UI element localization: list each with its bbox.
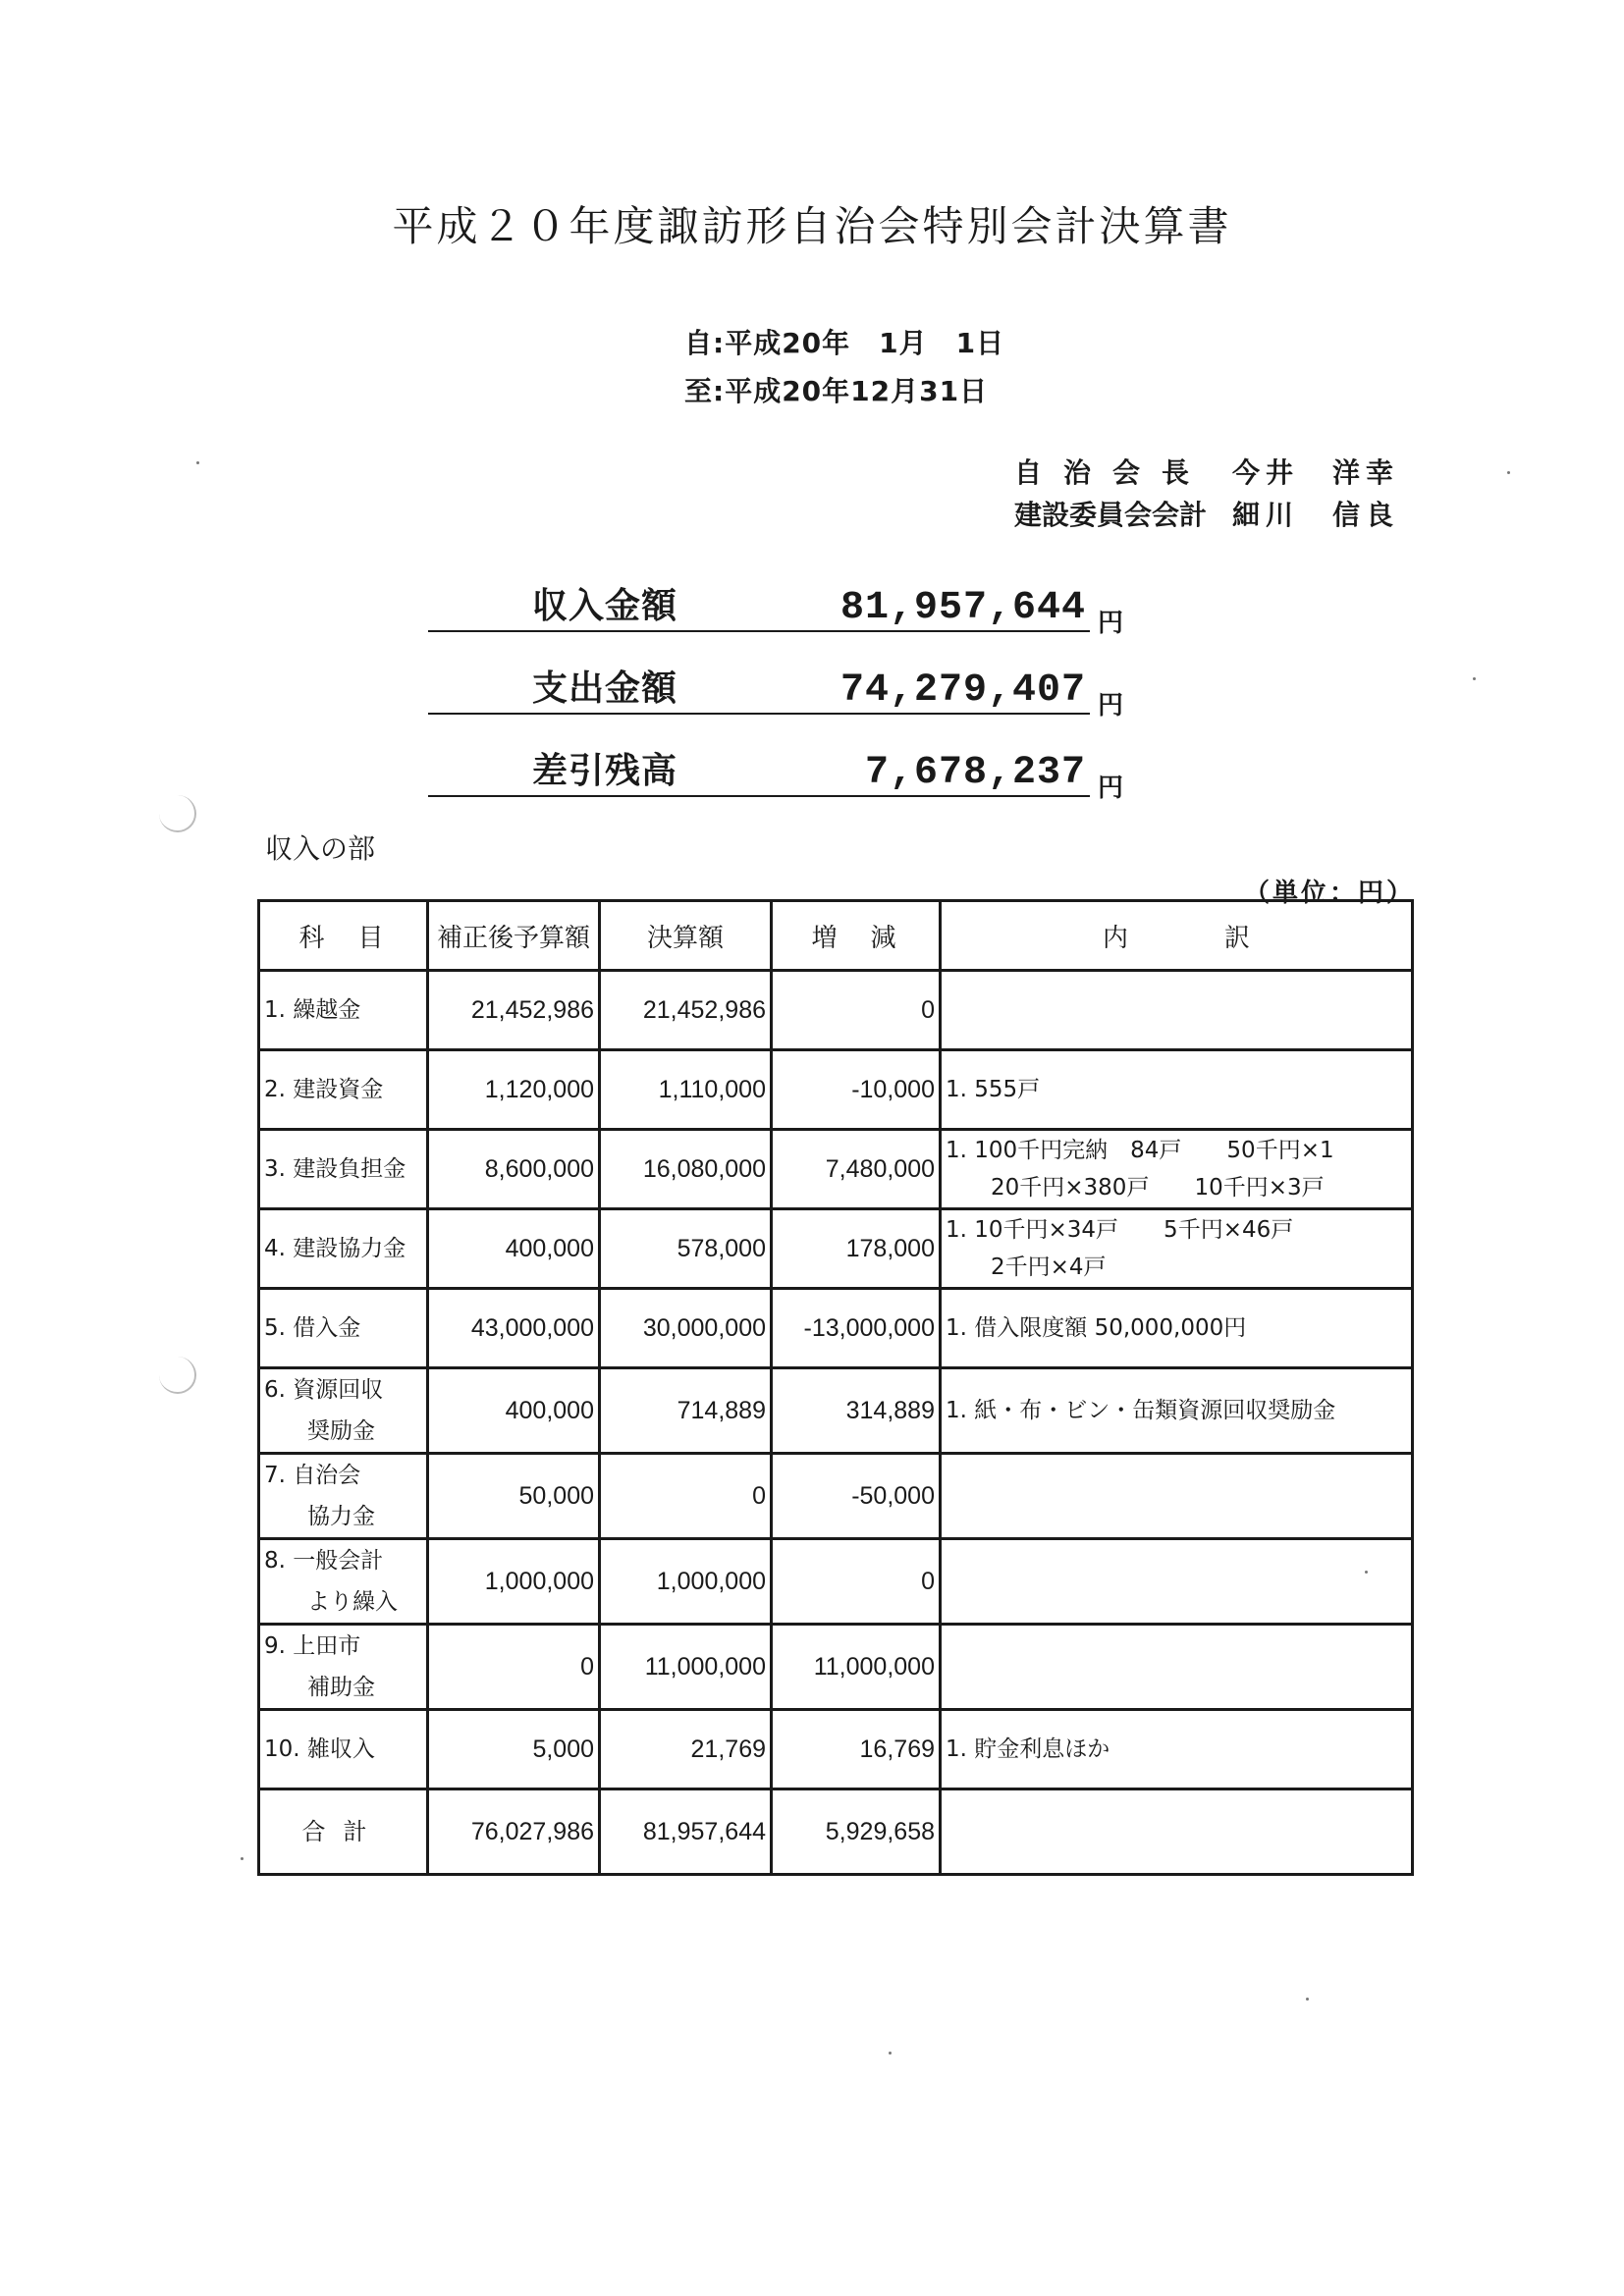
budget-cell: 8,600,000 <box>428 1130 600 1209</box>
signatory-role: 自治会長 <box>1014 456 1212 489</box>
actual-cell: 30,000,000 <box>600 1289 772 1368</box>
total-diff: 5,929,658 <box>772 1789 941 1875</box>
diff-cell: 0 <box>772 971 941 1050</box>
scan-speck <box>1365 1571 1368 1574</box>
header-note: 内 訳 <box>941 901 1413 971</box>
signatory-name: 細川 信良 <box>1232 499 1400 531</box>
summary-expense <box>428 654 1124 721</box>
actual-cell: 21,769 <box>600 1710 772 1789</box>
table-row <box>259 1710 1413 1789</box>
header-diff: 増 減 <box>772 901 941 971</box>
actual-cell: 21,452,986 <box>600 971 772 1050</box>
income-table <box>257 899 1414 1876</box>
diff-cell: -13,000,000 <box>772 1289 941 1368</box>
header-item: 科 目 <box>259 901 428 971</box>
summary-label: 差引残高 <box>532 751 678 791</box>
total-label: 合計 <box>259 1789 428 1875</box>
note-cell <box>941 1625 1413 1710</box>
diff-cell: 16,769 <box>772 1710 941 1789</box>
summary-income <box>428 571 1124 638</box>
table-row <box>259 1289 1413 1368</box>
diff-cell: 178,000 <box>772 1209 941 1289</box>
budget-cell: 43,000,000 <box>428 1289 600 1368</box>
signatory-role: 建設委員会会計 <box>1014 499 1208 531</box>
note-cell <box>941 971 1413 1050</box>
table-total-row <box>259 1789 1413 1875</box>
budget-cell: 1,000,000 <box>428 1539 600 1625</box>
table-row <box>259 1539 1413 1625</box>
budget-cell: 400,000 <box>428 1209 600 1289</box>
budget-cell: 50,000 <box>428 1454 600 1539</box>
diff-cell: -50,000 <box>772 1454 941 1539</box>
budget-cell: 0 <box>428 1625 600 1710</box>
scan-speck <box>1306 1998 1309 2001</box>
scan-speck <box>1507 471 1510 474</box>
scan-speck <box>1473 677 1476 680</box>
note-cell <box>941 1454 1413 1539</box>
summary-unit: 円 <box>1098 774 1124 803</box>
document-title: 平成２０年度諏訪形自治会特別会計決算書 <box>392 202 1232 250</box>
item-cell: 4. 建設協力金 <box>259 1209 428 1289</box>
table-row <box>259 1625 1413 1710</box>
diff-cell: 11,000,000 <box>772 1625 941 1710</box>
note-cell: 1. 10千円×34戸 5千円×46戸 2千円×4戸 <box>941 1209 1413 1289</box>
period-from: 自:平成20年 1月 1日 <box>684 327 1005 359</box>
item-cell: 3. 建設負担金 <box>259 1130 428 1209</box>
note-cell <box>941 1539 1413 1625</box>
budget-cell: 1,120,000 <box>428 1050 600 1130</box>
actual-cell: 16,080,000 <box>600 1130 772 1209</box>
actual-cell: 0 <box>600 1454 772 1539</box>
summary-unit: 円 <box>1098 691 1124 721</box>
scan-speck <box>889 2052 892 2055</box>
note-cell: 1. 借入限度額 50,000,000円 <box>941 1289 1413 1368</box>
summary-unit: 円 <box>1098 609 1124 638</box>
item-cell: 5. 借入金 <box>259 1289 428 1368</box>
diff-cell: 0 <box>772 1539 941 1625</box>
header-budget: 補正後予算額 <box>428 901 600 971</box>
note-cell: 1. 555戸 <box>941 1050 1413 1130</box>
scan-speck <box>241 1857 244 1860</box>
summary-label: 支出金額 <box>532 668 678 709</box>
summary-value: 7,678,237 <box>864 751 1086 795</box>
item-cell: 7. 自治会 協力金 <box>259 1454 428 1539</box>
total-actual: 81,957,644 <box>600 1789 772 1875</box>
punch-hole-mark <box>159 795 196 832</box>
scan-speck <box>196 461 199 464</box>
header-actual: 決算額 <box>600 901 772 971</box>
summary-balance <box>428 736 1124 803</box>
punch-hole-mark <box>159 1357 196 1394</box>
item-cell: 8. 一般会計 より繰入 <box>259 1539 428 1625</box>
diff-cell: 314,889 <box>772 1368 941 1454</box>
total-note <box>941 1789 1413 1875</box>
table-header-row <box>259 901 1413 971</box>
item-cell: 6. 資源回収 奨励金 <box>259 1368 428 1454</box>
section-label: 収入の部 <box>265 832 376 865</box>
table-row <box>259 1454 1413 1539</box>
budget-cell: 5,000 <box>428 1710 600 1789</box>
summary-value: 74,279,407 <box>839 668 1086 713</box>
actual-cell: 1,110,000 <box>600 1050 772 1130</box>
signatory-name: 今井 洋幸 <box>1232 456 1400 489</box>
actual-cell: 714,889 <box>600 1368 772 1454</box>
item-cell: 2. 建設資金 <box>259 1050 428 1130</box>
diff-cell: -10,000 <box>772 1050 941 1130</box>
actual-cell: 578,000 <box>600 1209 772 1289</box>
item-cell: 9. 上田市 補助金 <box>259 1625 428 1710</box>
period-to: 至:平成20年12月31日 <box>684 375 989 407</box>
table-row <box>259 1209 1413 1289</box>
unit-note: （単位：円） <box>1244 879 1416 908</box>
budget-cell: 21,452,986 <box>428 971 600 1050</box>
note-cell: 1. 紙・布・ビン・缶類資源回収奨励金 <box>941 1368 1413 1454</box>
item-cell: 10. 雑収入 <box>259 1710 428 1789</box>
summary-value: 81,957,644 <box>839 586 1086 630</box>
budget-cell: 400,000 <box>428 1368 600 1454</box>
total-budget: 76,027,986 <box>428 1789 600 1875</box>
actual-cell: 11,000,000 <box>600 1625 772 1710</box>
note-cell: 1. 貯金利息ほか <box>941 1710 1413 1789</box>
summary-label: 収入金額 <box>532 586 678 626</box>
item-cell: 1. 繰越金 <box>259 971 428 1050</box>
actual-cell: 1,000,000 <box>600 1539 772 1625</box>
note-cell: 1. 100千円完納 84戸 50千円×1 20千円×380戸 10千円×3戸 <box>941 1130 1413 1209</box>
table-row <box>259 1050 1413 1130</box>
diff-cell: 7,480,000 <box>772 1130 941 1209</box>
table-row <box>259 971 1413 1050</box>
table-row <box>259 1130 1413 1209</box>
table-row <box>259 1368 1413 1454</box>
